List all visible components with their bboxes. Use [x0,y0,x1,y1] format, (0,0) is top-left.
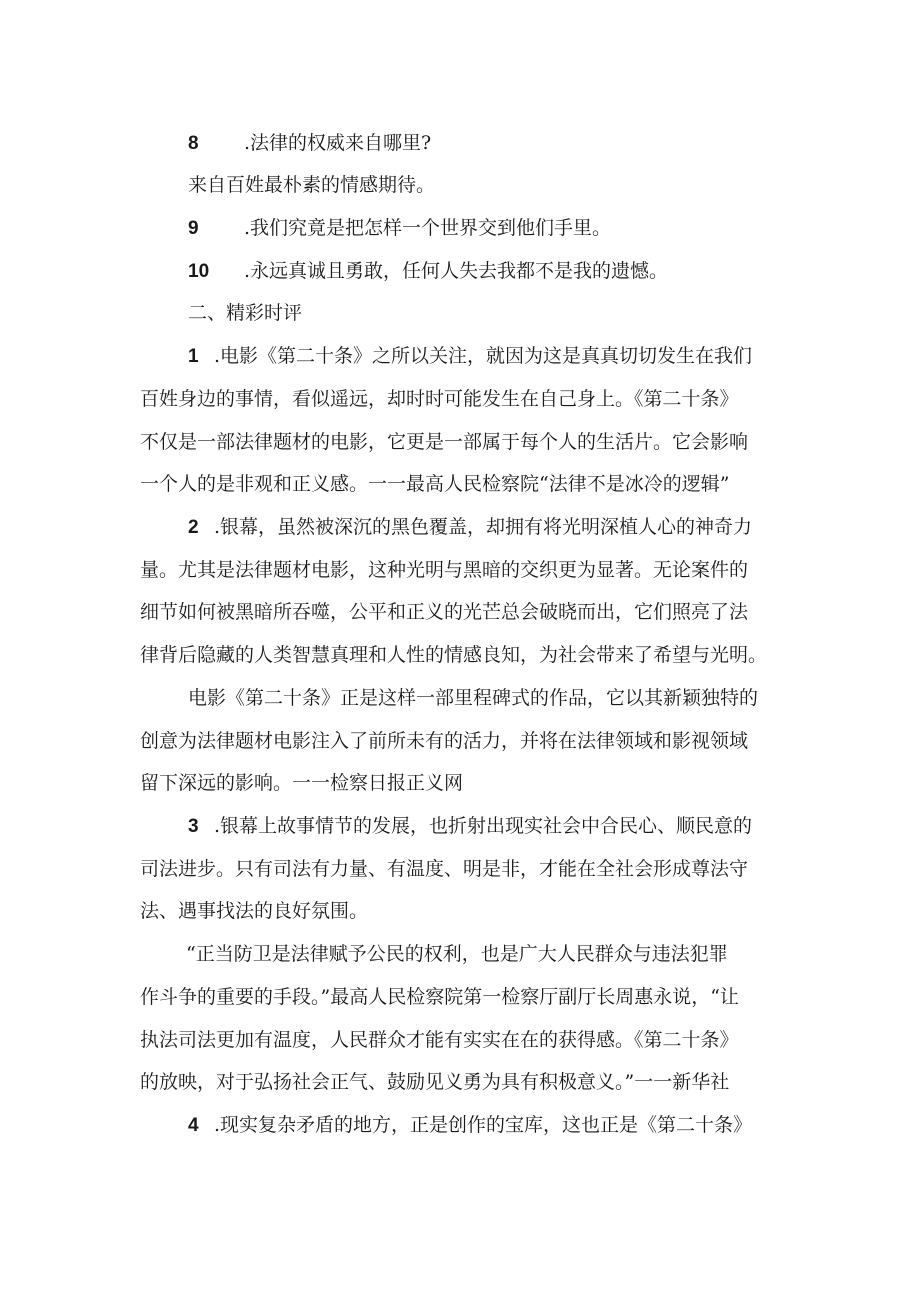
list-item-10 [188,254,668,288]
quote-line: “正当防卫是法律赋予公民的权利，也是广大人民群众与违法犯罪 [186,943,728,965]
paragraph-2-line: 量。尤其是法律题材电影，这种光明与黑暗的交织更为显著。无论案件的 [140,559,749,581]
paragraph-1-line: 百姓身边的事情，看似遥远，却时时可能发生在自己身上。《第二十条》 [140,388,739,410]
paragraph-2-cont-line: 电影《第二十条》正是这样一部里程碑式的作品，它以其新颖独特的 [188,687,759,709]
paragraph-2-cont-line: 创意为法律题材电影注入了前所未有的活力，并将在法律领域和影视领域 [140,730,749,752]
item-text: 来自百姓最朴素的情感期待。 [188,174,436,196]
item-text: .我们究竟是把怎样一个世界交到他们手里。 [244,217,612,239]
item-number: 10 [188,261,210,282]
paragraph-text: .银幕上故事情节的发展，也折射出现实社会中合民心、顺民意的 [214,815,753,837]
paragraph-number: 2 [188,517,199,538]
paragraph-number: 3 [188,816,199,837]
paragraph-2-line: 细节如何被黑暗所吞噬，公平和正义的光芒总会破晓而出，它们照亮了法 [140,601,749,623]
item-text: .永远真诚且勇敢，任何人失去我都不是我的遗憾。 [244,260,669,282]
paragraph-number: 1 [188,346,199,367]
quote-line: 作斗争的重要的手段。”最高人民检察院第一检察厅副厅长周惠永说，“让 [140,986,739,1008]
item-number: 8 [188,133,199,154]
item-number: 9 [188,218,199,239]
list-item-9 [188,211,611,245]
paragraph-text: .银幕，虽然被深沉的黑色覆盖，却拥有将光明深植人心的神奇力 [214,516,753,538]
paragraph-3-line [188,809,752,843]
paragraph-2-cont-line: 留下深远的影响。一一检察日报正义网 [140,772,464,794]
paragraph-2-line: 律背后隐藏的人类智慧真理和人性的情感良知，为社会带来了希望与光明。 [140,644,768,666]
paragraph-3-line: 法、遇事找法的良好氛围。 [140,900,369,922]
paragraph-3-line: 司法进步。只有司法有力量、有温度、明是非，才能在全社会形成尊法守 [140,858,749,880]
paragraph-text: .电影《第二十条》之所以关注，就因为这是真真切切发生在我们 [214,345,753,367]
quote-line: 的放映，对于弘扬社会正气、鼓励见义勇为具有积极意义。”一一新华社 [140,1071,730,1093]
answer-line [188,168,435,202]
paragraph-4-line [188,1108,752,1142]
paragraph-number: 4 [188,1115,199,1136]
quote-line: 执法司法更加有温度，人民群众才能有实实在在的获得感。《第二十条》 [140,1029,739,1051]
section-title: 二、精彩时评 [188,302,303,324]
paragraph-text: .现实复杂矛盾的地方，正是创作的宝库，这也正是《第二十条》 [214,1114,753,1136]
paragraph-1-line [188,339,752,373]
paragraph-1-line: 一个人的是非观和正义感。一一最高人民检察院“法律不是冰冷的逻辑” [140,473,730,495]
item-text: .法律的权威来自哪里? [244,132,432,154]
paragraph-2-line [188,510,752,544]
list-item-8 [188,126,431,160]
paragraph-1-line: 不仅是一部法律题材的电影，它更是一部属于每个人的生活片。它会影响 [140,431,749,453]
